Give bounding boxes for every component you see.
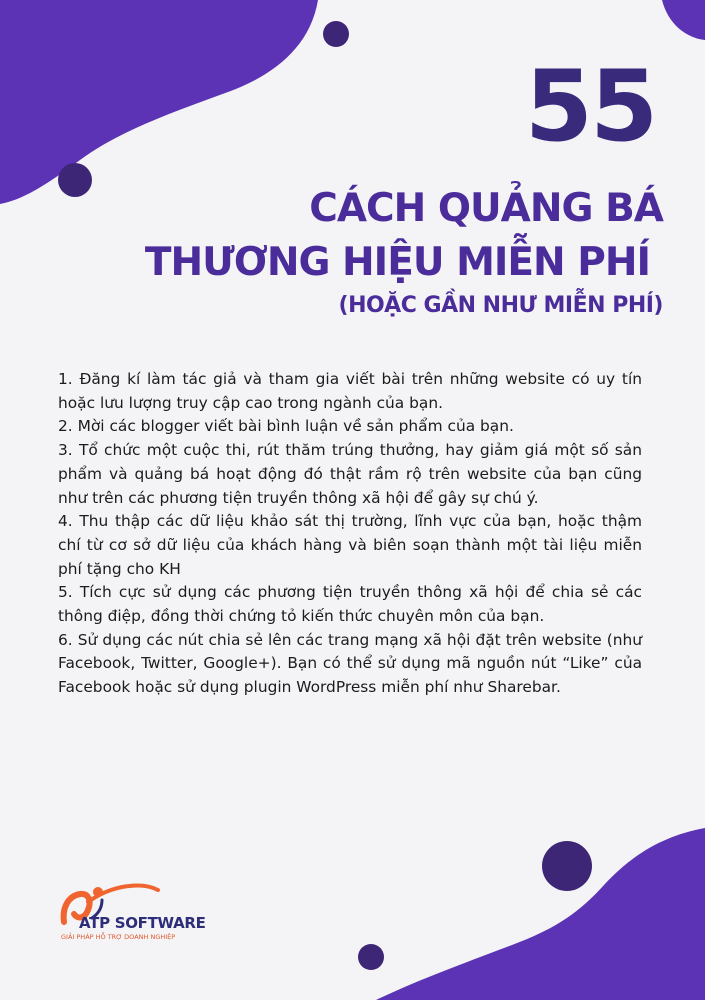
dot-left <box>58 163 92 197</box>
tip-item: 3. Tổ chức một cuộc thi, rút thăm trúng thưởng, hay giảm giá một số sản phẩm và quảng bá hoạt động đó thật rầm rộ trên website của bạn cũng như trên các phương tiện truyền thông xã hội để gây sự chú ý. <box>58 441 642 507</box>
tips-list <box>58 368 642 700</box>
dot-bottom-right <box>542 841 592 891</box>
bottom-right-blob <box>376 828 705 1000</box>
logo-tagline: GIẢI PHÁP HỖ TRỢ DOANH NGHIỆP <box>61 933 176 941</box>
top-left-blob <box>0 0 318 204</box>
title-line-2: THƯƠNG HIỆU MIỄN PHÍ <box>144 240 650 285</box>
dot-bottom-left <box>358 944 384 970</box>
tip-item: 6. Sử dụng các nút chia sẻ lên các trang mạng xã hội đặt trên website (như Facebook, Twitter, Google+). Bạn có thể sử dụng mã nguồn nút “Like” của Facebook hoặc sử dụng plugin WordPress miễn phí như Sharebar. <box>58 630 642 697</box>
title-line-1: CÁCH QUẢNG BÁ <box>309 186 663 231</box>
big-number: 55 <box>524 50 656 164</box>
tip-item: 4. Thu thập các dữ liệu khảo sát thị trường, lĩnh vực của bạn, hoặc thậm chí từ cơ sở dữ liệu của khách hàng và biên soạn thành một tài liệu miễn phí tặng cho KH <box>58 512 642 578</box>
atp-logo <box>58 880 208 960</box>
tip-item: 2. Mời các blogger viết bài bình luận về sản phẩm của bạn. <box>58 417 514 436</box>
logo-name: ATP SOFTWARE <box>79 914 206 932</box>
tip-item: 1. Đăng kí làm tác giả và tham gia viết bài trên những website có uy tín hoặc lưu lượng truy cập cao trong ngành của bạn. <box>58 370 642 412</box>
top-right-blob <box>662 0 705 40</box>
subtitle: (HOẶC GẦN NHƯ MIỄN PHÍ) <box>338 293 663 318</box>
dot-top <box>323 21 349 47</box>
tip-item: 5. Tích cực sử dụng các phương tiện truyền thông xã hội để chia sẻ các thông điệp, đồng thời chứng tỏ kiến thức chuyên môn của bạn. <box>58 583 642 626</box>
